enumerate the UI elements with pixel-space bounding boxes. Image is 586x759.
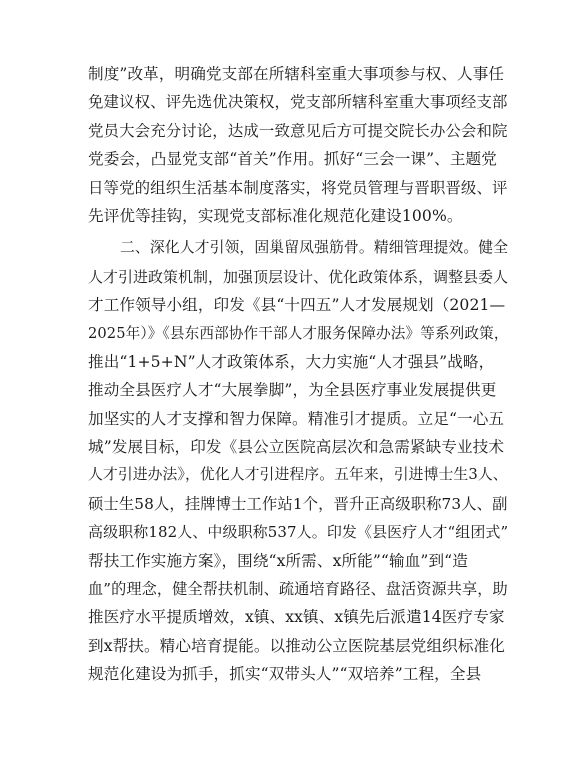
text-line: 党委会，凸显党支部“首关”作用。抓好“三会一课”、主题党 — [88, 150, 497, 169]
text-line: 人才引进政策机制，加强顶层设计、优化政策体系，调整县委人 — [88, 267, 509, 286]
text-line: 制度”改革，明确党支部在所辖科室重大事项参与权、人事任 — [88, 65, 505, 83]
text-line: 免建议权、评先选优决策权，党支部所辖科室重大事项经支部 — [88, 93, 508, 112]
text-line: 推动全县医疗人才“大展拳脚”，为全县医疗事业发展提供更 — [88, 381, 497, 400]
text-line: 到x帮扶。精心培育提能。以推动公立医院基层党组织标准化 — [88, 636, 505, 655]
body-text — [88, 60, 508, 689]
text-line: 党员大会充分讨论，达成一致意见后方可提交院长办公会和院 — [88, 121, 508, 140]
text-line: 日等党的组织生活基本制度落实，将党员管理与晋职晋级、评 — [88, 178, 508, 197]
text-line: 人才引进办法》，优化人才引进程序。五年来，引进博士生3人、 — [88, 466, 508, 484]
text-line: 高级职称182人、中级职称537人。印发《县医疗人才“组团式” — [88, 523, 509, 542]
text-line: 推医疗水平提质增效，x镇、xx镇、x镇先后派遣14医疗专家 — [88, 608, 505, 627]
text-line: 城”发展目标，印发《县公立医院高层次和急需紧缺专业技术 — [88, 438, 505, 457]
text-line: 硕士生58人，挂牌博士工作站1个，晋升正高级职称73人、副 — [88, 494, 508, 513]
text-line: 帮扶工作实施方案》，围绕“x所需、x所能”“输血”到“造 — [88, 551, 468, 570]
text-line: 二、深化人才引领，固巢留凤强筋骨。精细管理提效。健全 — [120, 239, 509, 257]
text-line: 规范化建设为抓手，抓实“双带头人”“双培养”工程，全县 — [88, 665, 482, 684]
text-line: 加坚实的人才支撑和智力保障。精准引才提质。立足“一心五 — [88, 409, 505, 428]
text-line: 推出“1+5+N”人才政策体系，大力实施“人才强县”战略， — [88, 352, 495, 371]
text-line: 2025年）》《县东西部协作干部人才服务保障办法》等系列政策， — [88, 324, 509, 342]
text-line: 才工作领导小组，印发《县“十四五”人才发展规划（2021— — [88, 296, 506, 315]
text-line: 先评优等挂钩，实现党支部标准化规范化建设100%。 — [88, 206, 463, 225]
text-line: 血”的理念，健全帮扶机制、疏通培育路径、盘活资源共享，助 — [88, 580, 508, 599]
